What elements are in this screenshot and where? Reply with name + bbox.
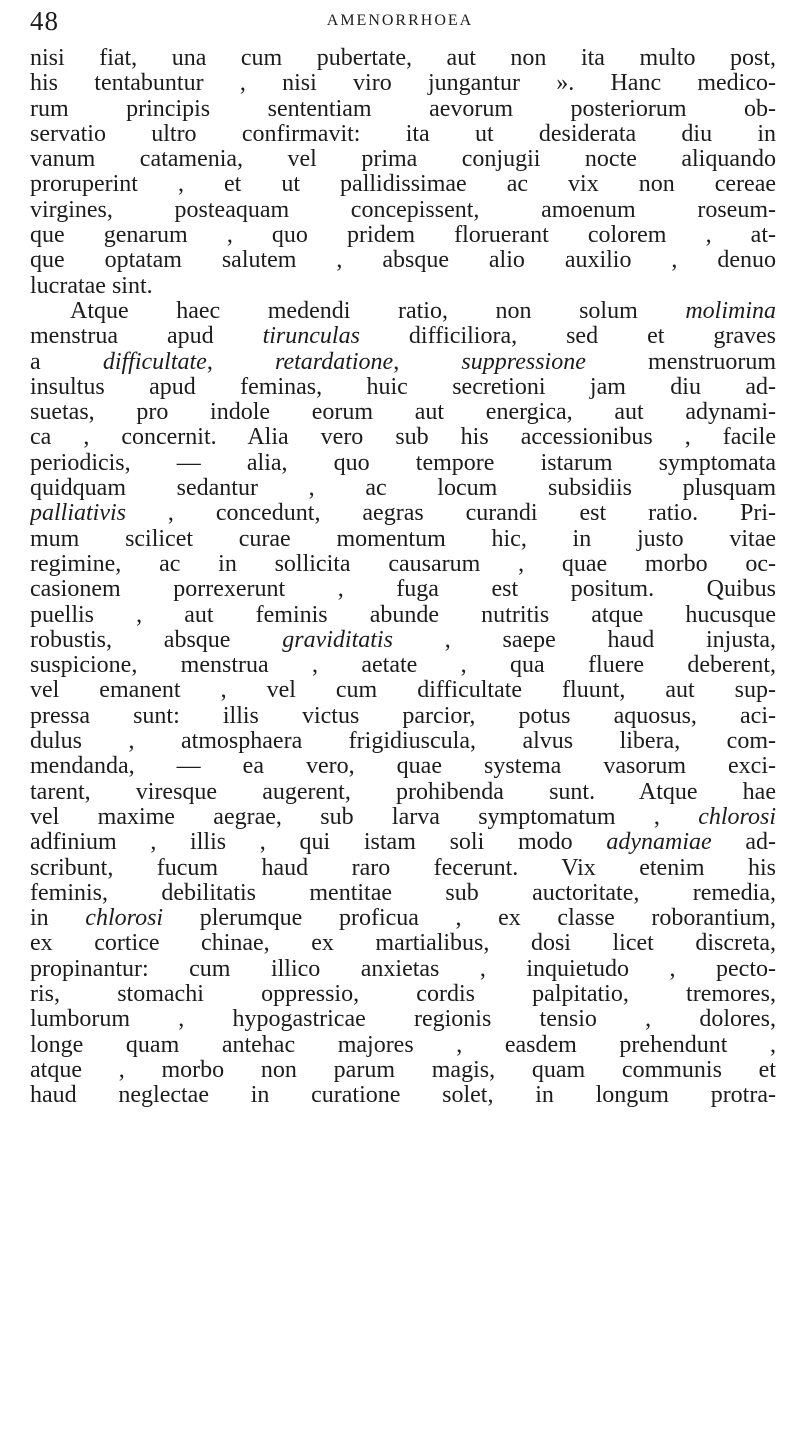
text-segment: adfinium , illis , qui istam soli modo	[30, 830, 607, 856]
text-line	[30, 1058, 776, 1083]
italic-term: suppressione	[461, 349, 586, 375]
text-segment: menstrua apud	[30, 324, 263, 350]
text-segment: lumborum , hypogastricae regionis tensio , dolores,	[30, 1007, 776, 1033]
text-segment: vanum catamenia, vel prima conjugii nocte aliquando	[30, 147, 776, 173]
text-segment: casionem porrexerunt , fuga est positum. Quibus	[30, 577, 776, 603]
text-segment: ris, stomachi oppressio, cordis palpitatio, tremores,	[30, 981, 776, 1007]
text-segment: , saepe haud injusta,	[392, 627, 776, 653]
body-text	[30, 46, 776, 1108]
text-segment: longe quam antehac majores , easdem prehendunt ,	[30, 1032, 776, 1058]
text-segment: ca , concernit. Alia vero sub his accessionibus , facile	[30, 425, 776, 451]
text-line	[30, 527, 776, 552]
italic-term: palliativis	[30, 501, 126, 527]
text-segment: atque , morbo non parum magis, quam communis et	[30, 1057, 776, 1083]
text-segment: periodicis, — alia, quo tempore istarum symptomata	[30, 450, 776, 476]
text-line	[30, 1007, 776, 1032]
text-segment: insultus apud feminas, huic secretioni jam diu ad-	[30, 374, 776, 400]
text-line	[30, 71, 776, 96]
text-line	[30, 982, 776, 1007]
text-segment: rum principis sententiam aevorum posteriorum ob-	[30, 96, 776, 122]
italic-term: chlorosi	[85, 906, 164, 932]
text-line	[30, 122, 776, 147]
text-segment: virgines, posteaquam concepissent, amoenum roseum-	[30, 197, 776, 223]
text-segment: haud neglectae in curatione solet, in longum protra-	[30, 1083, 776, 1109]
text-line	[30, 46, 776, 71]
text-segment: nisi fiat, una cum pubertate, aut non ita multo post,	[30, 46, 776, 71]
text-segment: pressa sunt: illis victus parcior, potus aquosus, aci-	[30, 703, 776, 729]
text-segment: servatio ultro confirmavit: ita ut desiderata diu in	[30, 121, 776, 147]
text-line	[30, 375, 776, 400]
text-line	[30, 274, 776, 299]
text-line	[30, 1033, 776, 1058]
text-segment: vel emanent , vel cum difficultate fluunt, aut sup-	[30, 678, 776, 704]
text-segment: ad-	[711, 830, 776, 856]
text-segment: puellis , aut feminis abunde nutritis atque hucusque	[30, 602, 776, 628]
text-line	[30, 754, 776, 779]
text-line	[30, 400, 776, 425]
text-line	[30, 603, 776, 628]
text-line	[30, 881, 776, 906]
text-line	[30, 324, 776, 349]
text-segment: quidquam sedantur , ac locum subsidiis plusquam	[30, 476, 776, 502]
text-line	[30, 552, 776, 577]
text-line	[30, 729, 776, 754]
text-segment: in	[30, 906, 86, 932]
text-line	[30, 931, 776, 956]
running-title: AMENORRHOEA	[326, 12, 474, 29]
italic-term: difficultate	[102, 349, 207, 375]
text-line	[30, 704, 776, 729]
text-segment: que genarum , quo pridem floruerant colorem , at-	[30, 223, 776, 249]
text-segment: plerumque proficua , ex classe roborantium,	[163, 906, 776, 932]
text-line	[30, 248, 776, 273]
text-segment: , concedunt, aegras curandi est ratio. Pri-	[126, 501, 776, 527]
text-line	[30, 451, 776, 476]
text-line	[30, 1083, 776, 1108]
text-segment: regimine, ac in sollicita causarum , quae morbo oc-	[30, 551, 776, 577]
text-segment: dulus , atmosphaera frigidiuscula, alvus libera, com-	[30, 729, 776, 755]
italic-term: molimina	[685, 298, 776, 324]
italic-term: tirunculas	[262, 324, 360, 350]
text-line	[30, 198, 776, 223]
running-head	[30, 6, 770, 46]
text-line	[30, 299, 776, 324]
text-line	[30, 147, 776, 172]
italic-term: retardatione	[275, 349, 394, 375]
italic-term: adynamiae	[606, 830, 712, 856]
text-segment: menstruorum	[585, 349, 776, 375]
text-segment: lucratae sint.	[30, 273, 153, 299]
text-segment: proruperint , et ut pallidissimae ac vix non cereae	[30, 172, 776, 198]
text-line	[30, 906, 776, 931]
text-line	[30, 653, 776, 678]
italic-term: chlorosi	[698, 804, 776, 830]
text-segment: tarent, viresque augerent, prohibenda sunt. Atque hae	[30, 779, 776, 805]
text-line	[30, 350, 776, 375]
text-line	[30, 476, 776, 501]
text-line	[30, 223, 776, 248]
text-line	[30, 957, 776, 982]
text-line	[30, 830, 776, 855]
text-segment: vel maxime aegrae, sub larva symptomatum ,	[30, 804, 699, 830]
text-line	[30, 780, 776, 805]
page-number: 48	[30, 6, 59, 36]
text-segment: mum scilicet curae momentum hic, in justo vitae	[30, 526, 776, 552]
text-line	[30, 97, 776, 122]
text-segment: ,	[393, 349, 462, 375]
text-segment: ,	[206, 349, 275, 375]
text-segment: suspicione, menstrua , aetate , qua fluere deberent,	[30, 653, 776, 679]
text-line	[30, 805, 776, 830]
italic-term: graviditatis	[282, 627, 393, 653]
text-line	[30, 172, 776, 197]
text-segment: Atque haec medendi ratio, non solum	[70, 298, 686, 324]
text-line	[30, 628, 776, 653]
text-line	[30, 678, 776, 703]
text-segment: his tentabuntur , nisi viro jungantur ». Hanc medico-	[30, 71, 776, 97]
text-segment: suetas, pro indole eorum aut energica, aut adynami-	[30, 400, 776, 426]
text-segment: robustis, absque	[30, 627, 283, 653]
text-segment: que optatam salutem , absque alio auxilio , denuo	[30, 248, 776, 274]
text-line	[30, 501, 776, 526]
text-segment: mendanda, — ea vero, quae systema vasorum exci-	[30, 754, 776, 780]
text-segment: feminis, debilitatis mentitae sub auctoritate, remedia,	[30, 880, 776, 906]
text-segment: scribunt, fucum haud raro fecerunt. Vix etenim his	[30, 855, 776, 881]
text-segment: ex cortice chinae, ex martialibus, dosi licet discreta,	[30, 931, 776, 957]
text-line	[30, 425, 776, 450]
text-line	[30, 856, 776, 881]
text-segment: a	[30, 349, 103, 375]
text-segment: difficiliora, sed et graves	[359, 324, 776, 350]
text-line	[30, 577, 776, 602]
text-segment: propinantur: cum illico anxietas , inquietudo , pecto-	[30, 956, 776, 982]
